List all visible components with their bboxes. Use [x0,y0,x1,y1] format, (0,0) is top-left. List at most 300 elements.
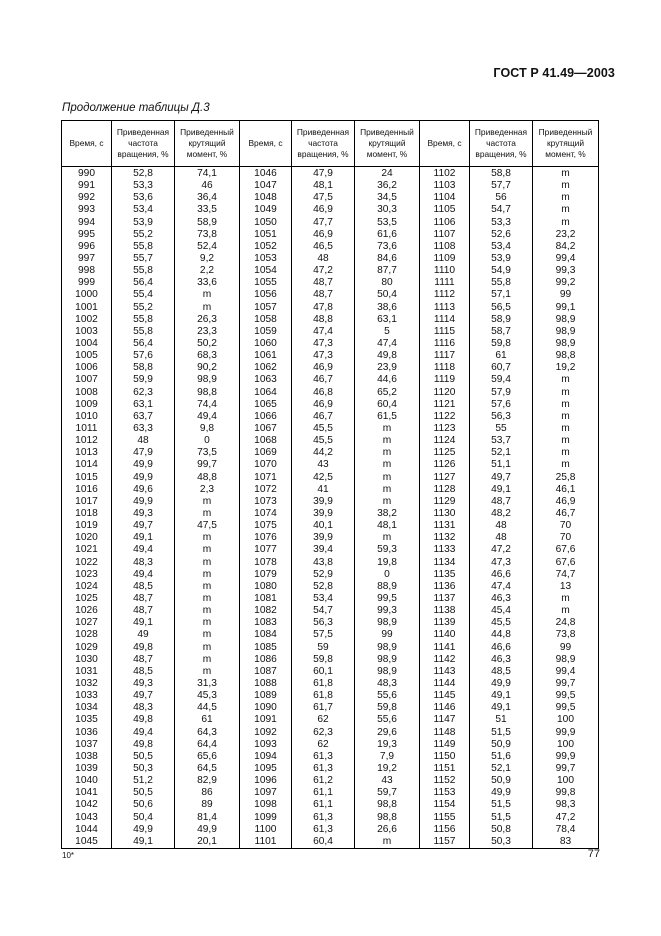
cell-torque: 78,4 [533,824,599,836]
column-header-speed: Приведенная частота вращения, % [470,121,533,167]
cell-torque: 55,6 [355,690,420,702]
cell-torque: m [533,167,599,181]
cell-torque: 84,2 [533,241,599,253]
table-row [62,836,599,849]
cell-speed: 49,9 [470,678,533,690]
cell-speed: 49,9 [112,824,175,836]
cell-speed: 59,8 [470,338,533,350]
cell-torque: m [175,544,240,556]
table-row [62,302,599,314]
cell-torque: 50,2 [175,338,240,350]
cell-speed: 48,7 [112,605,175,617]
table-row [62,702,599,714]
cell-time: 1107 [420,229,470,241]
table-row [62,496,599,508]
cell-speed: 57,7 [470,180,533,192]
cell-time: 1121 [420,399,470,411]
cell-speed: 46,3 [470,654,533,666]
cell-time: 990 [62,167,112,181]
cell-speed: 62 [292,739,355,751]
cell-time: 1044 [62,824,112,836]
cell-speed: 50,8 [470,824,533,836]
cell-torque: 36,2 [355,180,420,192]
cell-torque: 98,9 [355,641,420,653]
cell-speed: 45,5 [470,617,533,629]
table-row [62,374,599,386]
cell-time: 1112 [420,289,470,301]
table-row [62,763,599,775]
cell-torque: 73,8 [175,229,240,241]
cell-time: 1065 [240,399,292,411]
cell-time: 1130 [420,508,470,520]
cell-time: 1043 [62,811,112,823]
cell-time: 1030 [62,654,112,666]
cell-time: 1147 [420,714,470,726]
cell-torque: 23,3 [175,326,240,338]
cell-speed: 49,1 [470,484,533,496]
cell-speed: 51,5 [470,811,533,823]
table-header-row [62,121,599,167]
table-row [62,641,599,653]
cell-torque: m [175,569,240,581]
cell-torque: 81,4 [175,811,240,823]
table-row [62,447,599,459]
cell-time: 1036 [62,726,112,738]
cell-torque: 99,3 [533,265,599,277]
cell-speed: 49,8 [112,641,175,653]
cell-torque: 49,8 [355,350,420,362]
cell-time: 1084 [240,629,292,641]
cell-time: 1072 [240,484,292,496]
cell-speed: 61,3 [292,824,355,836]
cell-time: 1155 [420,811,470,823]
cell-time: 1056 [240,289,292,301]
cell-speed: 53,3 [112,180,175,192]
cell-speed: 49,1 [470,690,533,702]
cell-torque: 98,9 [533,326,599,338]
cell-time: 1157 [420,836,470,849]
cell-time: 1152 [420,775,470,787]
cell-time: 1086 [240,654,292,666]
cell-time: 1033 [62,690,112,702]
cell-torque: m [175,654,240,666]
cell-torque: m [533,459,599,471]
cell-speed: 56,3 [470,411,533,423]
cell-torque: 64,5 [175,763,240,775]
table-continuation-title: Продолжение таблицы Д.3 [62,102,210,114]
cell-torque: m [355,496,420,508]
table-row [62,204,599,216]
cell-time: 1074 [240,508,292,520]
cell-torque: 47,5 [175,520,240,532]
cell-torque: 47,2 [533,811,599,823]
cell-torque: 45,3 [175,690,240,702]
cell-time: 1143 [420,666,470,678]
cell-time: 1055 [240,277,292,289]
cell-speed: 55,2 [112,229,175,241]
cell-time: 1075 [240,520,292,532]
cell-time: 1022 [62,557,112,569]
cell-speed: 48 [112,435,175,447]
cell-torque: 26,3 [175,314,240,326]
cell-time: 1126 [420,459,470,471]
table-row [62,253,599,265]
cell-speed: 48,8 [292,314,355,326]
cell-torque: 73,5 [175,447,240,459]
cell-speed: 48,7 [112,654,175,666]
cell-speed: 63,3 [112,423,175,435]
cell-torque: 98,9 [355,617,420,629]
cell-speed: 48 [292,253,355,265]
cell-time: 1096 [240,775,292,787]
table-row [62,617,599,629]
cell-speed: 39,9 [292,532,355,544]
cell-speed: 62,3 [112,387,175,399]
cell-time: 1106 [420,217,470,229]
cell-time: 1011 [62,423,112,435]
cell-time: 1110 [420,265,470,277]
cell-time: 1122 [420,411,470,423]
cell-speed: 52,1 [470,763,533,775]
cell-speed: 59 [292,641,355,653]
cell-torque: 23,9 [355,362,420,374]
cell-time: 1047 [240,180,292,192]
cell-time: 1128 [420,484,470,496]
cell-torque: 98,8 [355,811,420,823]
cell-speed: 59,8 [292,654,355,666]
column-header-time: Время, с [420,121,470,167]
cell-time: 1014 [62,459,112,471]
cell-time: 1027 [62,617,112,629]
cell-torque: 70 [533,520,599,532]
cell-torque: 25,8 [533,472,599,484]
cell-torque: m [533,217,599,229]
cell-torque: m [175,532,240,544]
cell-torque: 100 [533,775,599,787]
cell-torque: 99,1 [533,302,599,314]
cell-torque: 89 [175,799,240,811]
cell-time: 1073 [240,496,292,508]
cell-time: 1069 [240,447,292,459]
cell-time: 1012 [62,435,112,447]
cell-time: 1004 [62,338,112,350]
cell-torque: 99,5 [533,702,599,714]
cell-speed: 47,9 [292,167,355,181]
cell-time: 1080 [240,581,292,593]
column-header-time: Время, с [62,121,112,167]
cell-torque: 49,9 [175,824,240,836]
cell-torque: 67,6 [533,544,599,556]
cell-speed: 59,4 [470,374,533,386]
cell-torque: 34,5 [355,192,420,204]
cell-torque: m [175,605,240,617]
cell-torque: m [355,836,420,849]
cell-speed: 47,2 [470,544,533,556]
cell-speed: 55,2 [112,302,175,314]
table-row [62,338,599,350]
table-row [62,532,599,544]
cell-time: 1032 [62,678,112,690]
table-row [62,326,599,338]
cell-speed: 57,6 [470,399,533,411]
cell-speed: 47,5 [292,192,355,204]
table-row [62,241,599,253]
cell-time: 1091 [240,714,292,726]
cell-speed: 42,5 [292,472,355,484]
cell-speed: 49,7 [112,520,175,532]
cell-time: 1095 [240,763,292,775]
cell-torque: 73,6 [355,241,420,253]
cell-time: 1133 [420,544,470,556]
cell-speed: 53,9 [112,217,175,229]
cell-torque: 33,5 [175,204,240,216]
cell-torque: 99,7 [175,459,240,471]
cell-time: 1117 [420,350,470,362]
table-row [62,508,599,520]
cell-speed: 49,9 [112,496,175,508]
cell-speed: 61,1 [292,787,355,799]
table-row [62,435,599,447]
table-body [62,167,599,849]
cell-torque: 100 [533,739,599,751]
cell-torque: 61,5 [355,411,420,423]
cell-speed: 49,4 [112,544,175,556]
cell-speed: 40,1 [292,520,355,532]
cell-speed: 53,4 [470,241,533,253]
cell-time: 1125 [420,447,470,459]
cell-speed: 49 [112,629,175,641]
cell-speed: 48,5 [470,666,533,678]
cell-speed: 46,3 [470,593,533,605]
cell-time: 1138 [420,605,470,617]
cell-speed: 46,5 [292,241,355,253]
cell-speed: 49,7 [112,690,175,702]
column-header-torque: Приведенный крутящий момент, % [175,121,240,167]
cell-speed: 56,4 [112,277,175,289]
cell-time: 1000 [62,289,112,301]
cell-torque: m [533,399,599,411]
cell-time: 1119 [420,374,470,386]
cell-time: 1002 [62,314,112,326]
cell-time: 1131 [420,520,470,532]
cell-time: 1139 [420,617,470,629]
cell-torque: m [355,532,420,544]
cell-speed: 49,9 [470,787,533,799]
cell-time: 1116 [420,338,470,350]
table-row [62,824,599,836]
cell-speed: 49,1 [112,532,175,544]
cell-time: 1060 [240,338,292,350]
cell-torque: 65,6 [175,751,240,763]
cell-time: 1034 [62,702,112,714]
cell-time: 1038 [62,751,112,763]
cell-time: 1048 [240,192,292,204]
cell-time: 995 [62,229,112,241]
cell-time: 1129 [420,496,470,508]
cell-speed: 51,5 [470,726,533,738]
table-row [62,423,599,435]
cell-torque: m [175,641,240,653]
cell-time: 1118 [420,362,470,374]
cell-speed: 55,8 [112,326,175,338]
cell-time: 992 [62,192,112,204]
cell-time: 1113 [420,302,470,314]
cell-torque: 99 [533,289,599,301]
cell-speed: 48,3 [112,557,175,569]
table-row [62,411,599,423]
cell-speed: 39,9 [292,496,355,508]
cell-time: 1013 [62,447,112,459]
cell-speed: 56,4 [112,338,175,350]
cell-time: 1010 [62,411,112,423]
cell-speed: 39,4 [292,544,355,556]
cell-speed: 46,6 [470,569,533,581]
cell-torque: 59,8 [355,702,420,714]
table-row [62,739,599,751]
cell-torque: m [175,581,240,593]
cell-speed: 49,7 [470,472,533,484]
cell-time: 1144 [420,678,470,690]
cell-speed: 61,1 [292,799,355,811]
cell-time: 1124 [420,435,470,447]
cell-speed: 60,4 [292,836,355,849]
cell-time: 1046 [240,167,292,181]
cell-time: 1114 [420,314,470,326]
cell-speed: 54,7 [470,204,533,216]
cell-time: 1100 [240,824,292,836]
cell-speed: 51,6 [470,751,533,763]
table-row [62,484,599,496]
column-header-torque: Приведенный крутящий момент, % [355,121,420,167]
cell-speed: 61 [470,350,533,362]
cell-time: 1087 [240,666,292,678]
table-row [62,714,599,726]
cell-speed: 57,1 [470,289,533,301]
cell-speed: 47,9 [112,447,175,459]
cell-time: 1059 [240,326,292,338]
cell-speed: 61,2 [292,775,355,787]
cell-time: 1101 [240,836,292,849]
cell-speed: 57,9 [470,387,533,399]
cell-time: 1035 [62,714,112,726]
cell-speed: 46,7 [292,374,355,386]
cell-torque: m [533,192,599,204]
cell-speed: 58,8 [112,362,175,374]
cell-torque: 49,4 [175,411,240,423]
cell-speed: 47,4 [292,326,355,338]
table-row [62,362,599,374]
cell-speed: 62 [292,714,355,726]
cell-time: 1064 [240,387,292,399]
cell-time: 1016 [62,484,112,496]
cell-speed: 45,5 [292,423,355,435]
cell-speed: 63,1 [112,399,175,411]
table-row [62,265,599,277]
cell-time: 1007 [62,374,112,386]
cell-torque: m [175,629,240,641]
cell-speed: 49,4 [112,726,175,738]
cell-speed: 56,5 [470,302,533,314]
cell-time: 1088 [240,678,292,690]
cell-torque: m [533,447,599,459]
cell-time: 1103 [420,180,470,192]
column-header-time: Время, с [240,121,292,167]
cell-time: 1042 [62,799,112,811]
cell-time: 1123 [420,423,470,435]
cell-torque: 19,2 [533,362,599,374]
cell-speed: 48,7 [292,289,355,301]
column-header-torque: Приведенный крутящий момент, % [533,121,599,167]
cell-speed: 47,2 [292,265,355,277]
cell-time: 1079 [240,569,292,581]
cell-speed: 48,3 [112,702,175,714]
cell-torque: 99,2 [533,277,599,289]
cell-speed: 47,3 [292,338,355,350]
table-row [62,629,599,641]
cell-time: 1120 [420,387,470,399]
cell-torque: m [175,302,240,314]
cell-speed: 43 [292,459,355,471]
cell-torque: 99,8 [533,787,599,799]
table-row [62,654,599,666]
cell-speed: 47,7 [292,217,355,229]
cell-speed: 41 [292,484,355,496]
cell-time: 1078 [240,557,292,569]
cell-time: 1099 [240,811,292,823]
cell-speed: 50,3 [470,836,533,849]
cell-torque: 46,9 [533,496,599,508]
cell-time: 1070 [240,459,292,471]
cell-torque: 59,7 [355,787,420,799]
cell-time: 1063 [240,374,292,386]
cell-time: 1156 [420,824,470,836]
cell-time: 1057 [240,302,292,314]
cell-time: 1094 [240,751,292,763]
cell-speed: 55,4 [112,289,175,301]
cell-torque: 43 [355,775,420,787]
cell-speed: 53,4 [112,204,175,216]
cell-torque: 98,3 [533,799,599,811]
cell-time: 1127 [420,472,470,484]
cell-torque: m [355,447,420,459]
cell-time: 1021 [62,544,112,556]
table-row [62,314,599,326]
cell-time: 1154 [420,799,470,811]
cell-time: 1066 [240,411,292,423]
cell-torque: 30,3 [355,204,420,216]
cell-torque: m [175,496,240,508]
cell-speed: 49,3 [112,678,175,690]
cell-speed: 46,8 [292,387,355,399]
cell-speed: 58,9 [470,314,533,326]
cell-time: 1134 [420,557,470,569]
table-row [62,605,599,617]
table-row [62,387,599,399]
cell-time: 1058 [240,314,292,326]
cell-torque: m [175,666,240,678]
cell-speed: 43,8 [292,557,355,569]
cell-time: 1051 [240,229,292,241]
cell-speed: 55,8 [112,265,175,277]
cell-speed: 53,9 [470,253,533,265]
cell-speed: 47,8 [292,302,355,314]
cell-torque: 61,6 [355,229,420,241]
cell-torque: m [355,484,420,496]
cell-torque: 74,4 [175,399,240,411]
table-row [62,678,599,690]
cell-speed: 58,7 [470,326,533,338]
table-row [62,569,599,581]
